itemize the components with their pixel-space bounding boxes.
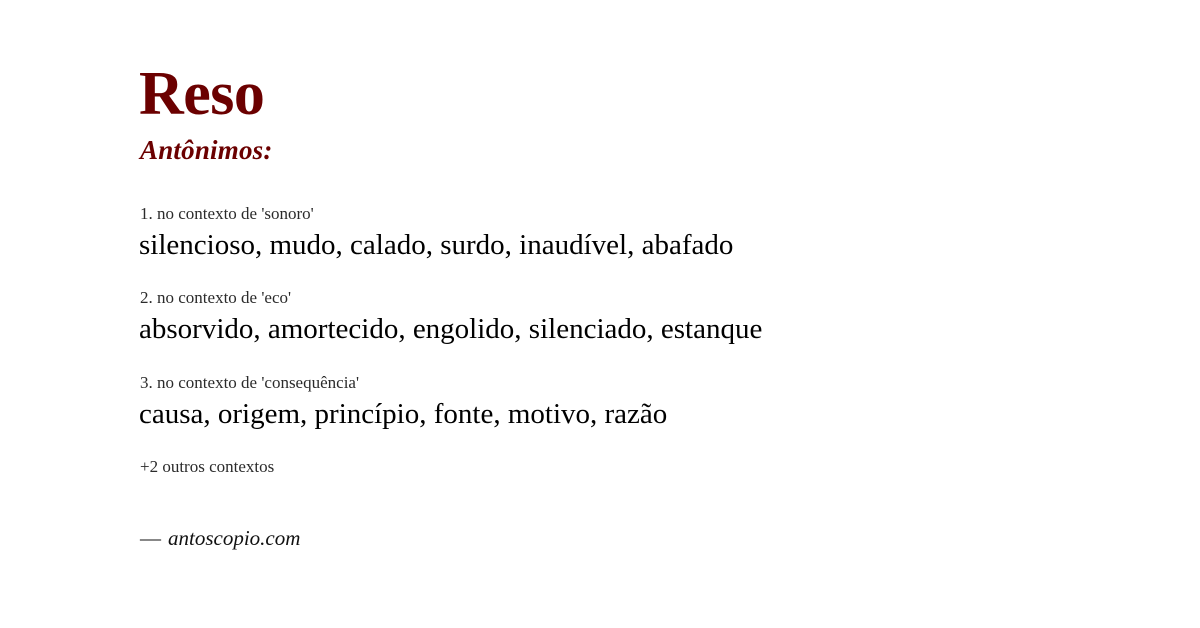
list-item [139, 204, 1200, 263]
sense-list [139, 204, 1200, 432]
em-dash: — [140, 525, 161, 550]
source-attribution [140, 526, 1200, 551]
page-title: Reso [139, 60, 265, 128]
list-item [139, 373, 1200, 432]
source-name: antoscopio.com [168, 525, 301, 550]
more-contexts-link[interactable]: +2 outros contextos [140, 456, 275, 476]
sense-antonyms: absorvido, amortecido, engolido, silenciado, estanque [139, 313, 763, 346]
sense-context-label: 2. no contexto de 'eco' [140, 288, 292, 308]
section-heading-antonyms: Antônimos: [140, 135, 273, 166]
list-item [139, 288, 1200, 347]
sense-antonyms: causa, origem, princípio, fonte, motivo, razão [139, 397, 668, 430]
sense-antonyms: silencioso, mudo, calado, surdo, inaudível, abafado [139, 229, 734, 262]
sense-context-label: 3. no contexto de 'consequência' [140, 372, 360, 392]
sense-context-label: 1. no contexto de 'sonoro' [140, 204, 314, 224]
